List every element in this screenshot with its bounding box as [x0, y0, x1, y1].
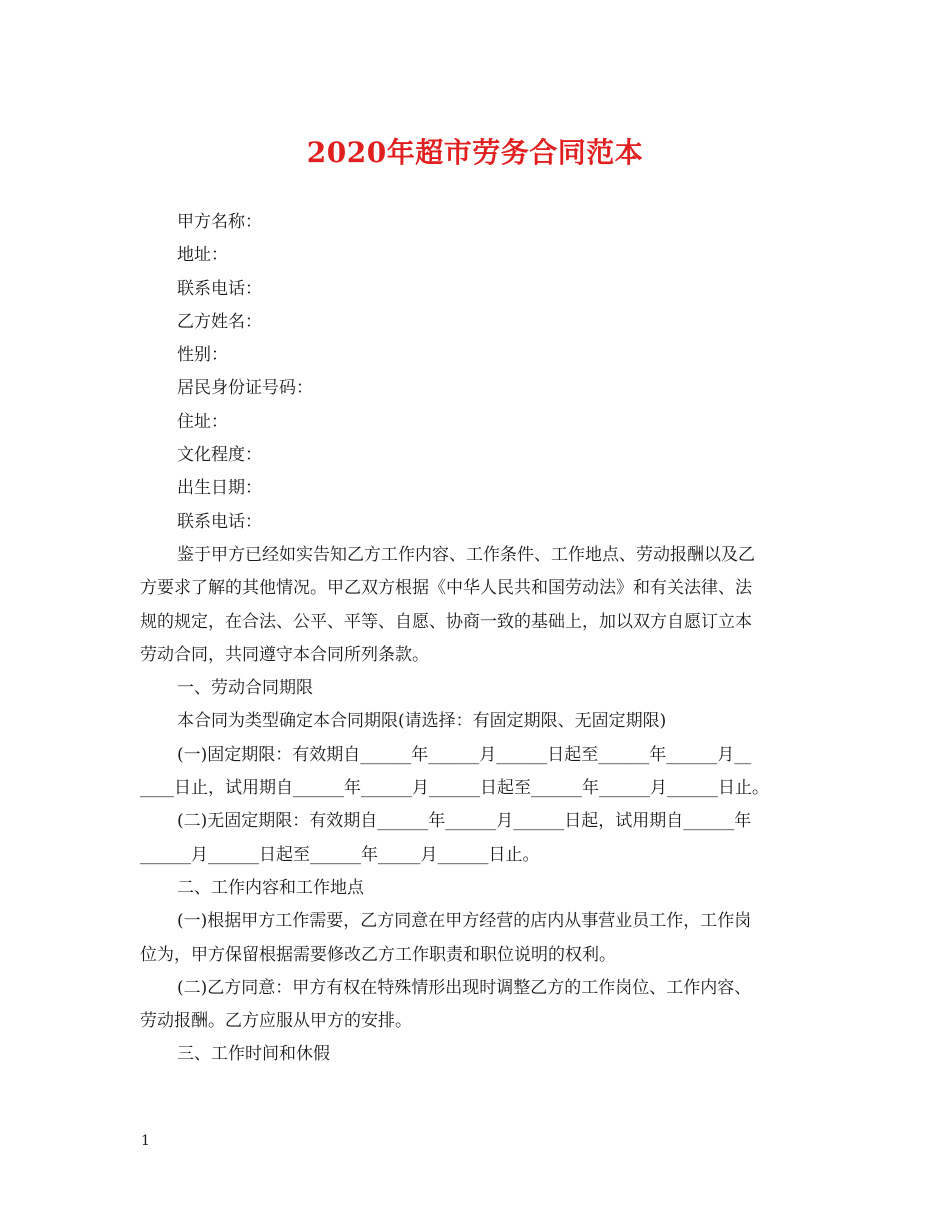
party-a-name-field: 甲方名称：	[177, 212, 262, 232]
fixed-term-line: ____日止，试用期自______年______月______日起至______年______月______日止。	[140, 778, 769, 799]
party-b-phone-field: 联系电话：	[177, 511, 262, 532]
intro-paragraph-line: 方要求了解的其他情况。甲乙双方根据《中华人民共和国劳动法》和有关法律、法	[140, 578, 752, 599]
work-adjustment-line: 劳动报酬。乙方应服从甲方的安排。	[140, 1011, 412, 1032]
work-content-line: (一)根据甲方工作需要，乙方同意在甲方经营的店内从事营业员工作，工作岗	[177, 911, 752, 932]
id-number-field: 居民身份证号码：	[177, 378, 313, 399]
section-heading: 二、工作内容和工作地点	[177, 877, 364, 898]
birth-date-field: 出生日期：	[177, 478, 262, 499]
address-field: 地址：	[177, 245, 228, 266]
residence-field: 住址：	[177, 411, 228, 432]
intro-paragraph-line: 鉴于甲方已经如实告知乙方工作内容、工作条件、工作地点、劳动报酬以及乙	[177, 544, 755, 565]
party-a-phone-field: 联系电话：	[177, 278, 262, 299]
gender-field: 性别：	[177, 345, 228, 366]
page-number: 1	[141, 1133, 150, 1149]
intro-paragraph-line: 规的规定，在合法、公平、平等、自愿、协商一致的基础上，加以双方自愿订立本	[140, 611, 752, 632]
work-content-line: 位为，甲方保留根据需要修改乙方工作职责和职位说明的权利。	[140, 944, 616, 965]
party-b-name-field: 乙方姓名：	[177, 311, 262, 332]
section-heading: 一、劳动合同期限	[177, 678, 313, 699]
work-adjustment-line: (二)乙方同意：甲方有权在特殊情形出现时调整乙方的工作岗位、工作内容、	[177, 977, 752, 998]
open-term-line: (二)无固定期限：有效期自______年______月______日起，试用期自______年	[177, 811, 752, 832]
document-body	[140, 206, 812, 1072]
education-field: 文化程度：	[177, 445, 262, 466]
fixed-term-line: (一)固定期限：有效期自______年______月______日起至______年______月__	[177, 744, 752, 765]
open-term-line: ______月______日起至______年_____月______日止。	[140, 844, 540, 865]
intro-paragraph-line: 劳动合同，共同遵守本合同所列条款。	[140, 644, 429, 665]
section-heading: 三、工作时间和休假	[177, 1044, 330, 1065]
document-title: 2020年超市劳务合同范本	[306, 136, 644, 169]
contract-type-line: 本合同为类型确定本合同期限(请选择：有固定期限、无固定期限)	[177, 711, 667, 732]
